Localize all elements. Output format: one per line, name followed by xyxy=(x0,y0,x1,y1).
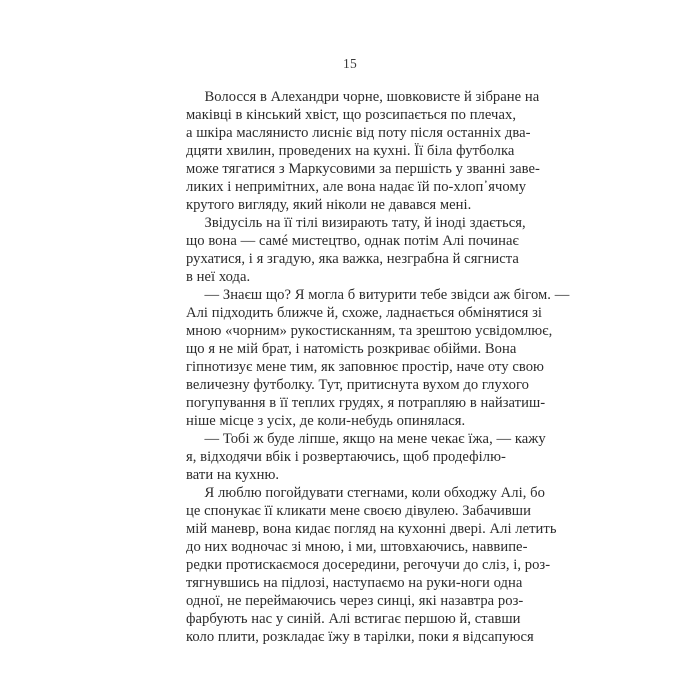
text-line: може тягатися з Маркусовими за першість у званні заве- xyxy=(186,161,540,177)
text-line: що вона — самé мистецтво, однак потім Алі починає xyxy=(186,233,519,249)
text-line: Звідусіль на її тілі визирають тату, й іноді здається, xyxy=(186,215,526,231)
paragraph xyxy=(186,214,526,286)
text-line: Я люблю погойдувати стегнами, коли обходжу Алі, бо xyxy=(186,485,545,501)
text-line: мною «чорним» рукостисканням, та зрештою усвідомлює, xyxy=(186,323,553,339)
text-line: вати на кухню. xyxy=(186,467,280,483)
text-line: — Тобі ж буде ліпше, якщо на мене чекає їжа, — кажу xyxy=(186,431,546,447)
text-line: крутого вигляду, який ніколи не давався мені. xyxy=(186,197,472,213)
paragraph xyxy=(186,430,546,484)
text-line: одної, не переймаючись через синці, які назавтра роз- xyxy=(186,593,524,609)
text-line: в неї хода. xyxy=(186,269,251,285)
text-line: коло плити, розкладає їжу в тарілки, поки я відсапуюся xyxy=(186,629,534,645)
text-line: величезну футболку. Тут, притиснута вухом до глухого xyxy=(186,377,529,393)
text-line: тягнувшись на підлозі, наступаємо на руки-ноги одна xyxy=(186,575,523,591)
text-line: я, відходячи вбік і розвертаючись, щоб продефілю- xyxy=(186,449,506,465)
paragraph xyxy=(186,286,570,430)
text-line: фарбують нас у синій. Алі встигає першою й, ставши xyxy=(186,611,521,627)
text-line: а шкіра маслянисто лисніє від поту після останніх два- xyxy=(186,125,531,141)
text-line: гіпнотизує мене тим, як заповнює простір, наче оту свою xyxy=(186,359,545,375)
text-line: рухатися, і я згадую, яка важка, незграбна й сягниста xyxy=(186,251,519,267)
paragraph xyxy=(186,484,557,646)
text-line: ликих і непримітних, але вона надає їй по-хлоп᾽ячому xyxy=(186,179,527,195)
text-line: погупування в її теплих грудях, я потрапляю в найзатиш- xyxy=(186,395,546,411)
text-line: це спонукає її кликати мене своєю дівулею. Забачивши xyxy=(186,503,531,519)
text-line: до них водночас зі мною, і ми, штовхаючись, наввипе- xyxy=(186,539,528,555)
text-line: що я не мій брат, і натомість розкриває обійми. Вона xyxy=(186,341,517,357)
text-line: маківці в кінський хвіст, що розсипається по плечах, xyxy=(186,107,517,123)
body-text-block xyxy=(186,88,570,646)
text-line: Волосся в Алехандри чорне, шовковисте й зібране на xyxy=(186,89,540,105)
paragraph xyxy=(186,88,540,214)
text-line: редки протискаємося досередини, регочучи до сліз, і, роз- xyxy=(186,557,551,573)
page-number: 15 xyxy=(343,56,357,71)
text-line: Алі підходить ближче й, схоже, ладнається обмінятися зі xyxy=(186,305,543,321)
text-line: дцяти хвилин, проведених на кухні. Її біла футболка xyxy=(186,143,515,159)
text-line: — Знаєш що? Я могла б витурити тебе звідси аж бігом. — xyxy=(186,287,570,303)
text-line: ніше місце з усіх, де коли-небудь опинялася. xyxy=(186,413,466,429)
text-line: мій маневр, вона кидає погляд на кухонні двері. Алі летить xyxy=(186,521,557,537)
